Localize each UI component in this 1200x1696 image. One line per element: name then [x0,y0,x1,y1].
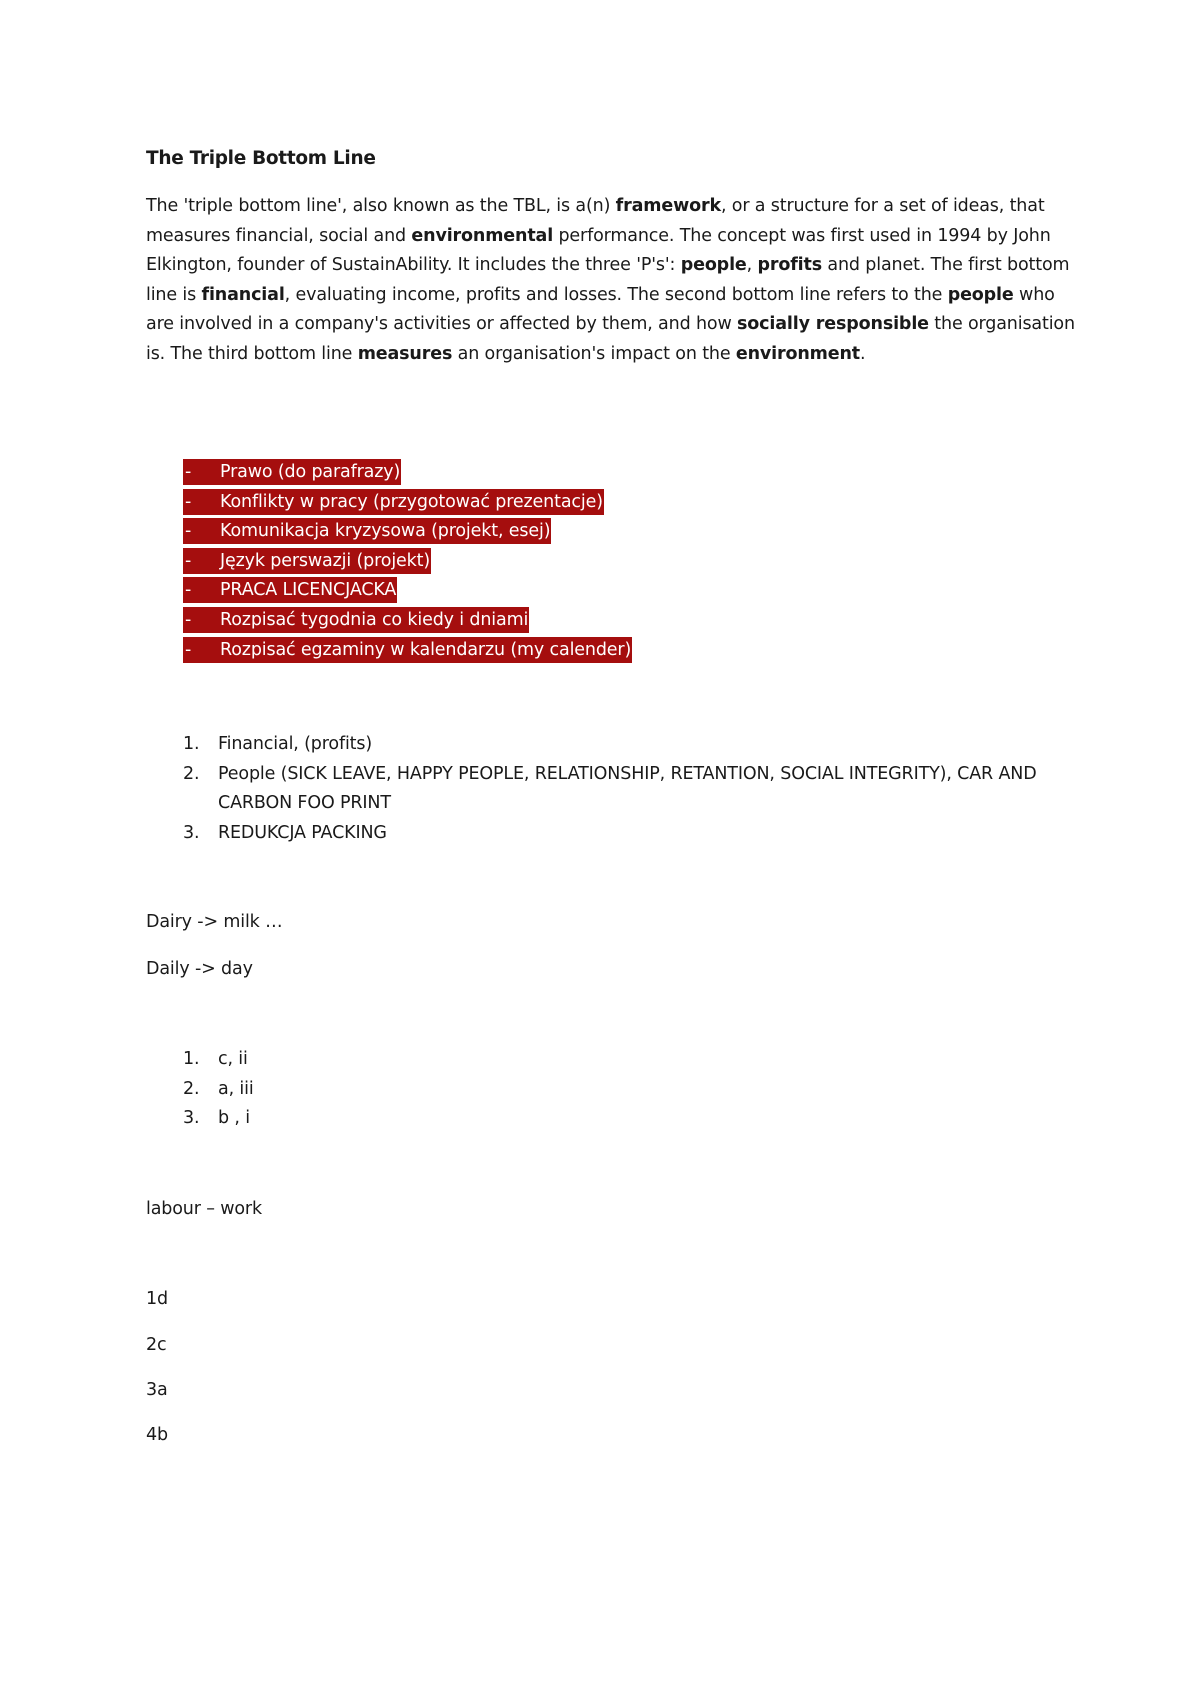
bold-term: environmental [411,225,554,246]
bold-term: people [680,255,747,276]
highlighted-text [183,518,551,544]
todo-item-label: Język perswazji (projekt) [220,550,431,571]
paragraph-text: an organisation's impact on the [452,343,736,364]
todo-item-label: Konflikty w pracy (przygotować prezentacje) [220,491,603,512]
bold-term: socially responsible [737,314,929,335]
bold-term: measures [357,343,453,364]
paragraph-text: . [860,343,866,364]
todo-item-label: Rozpisać tygodnia co kiedy i dniami [220,609,529,630]
intro-paragraph [146,192,1076,370]
list-number: 2. [183,1078,200,1099]
todo-item [183,576,632,606]
list-item-text: b , i [218,1108,250,1129]
paragraph-text: and planet. The first bottom line is [146,255,1070,305]
bullet-dash: - [185,491,192,512]
highlighted-text [183,637,632,663]
todo-item [183,547,632,577]
answer-3: 3a [146,1380,168,1400]
bullet-dash: - [185,521,192,542]
paragraph-text: The 'triple bottom line', also known as the TBL, is a(n) [146,196,616,216]
bold-term: financial [201,284,285,305]
matching-item [183,1075,254,1105]
list-item-text: a, iii [218,1078,254,1099]
answer-2: 2c [146,1335,167,1355]
list-item-text: People (SICK LEAVE, HAPPY PEOPLE, RELATIONSHIP, RETANTION, SOCIAL INTEGRITY), CAR AND CARBON FOO PRINT [218,763,1037,814]
todo-item [183,606,632,636]
list-number: 3. [183,822,200,843]
todo-item [183,517,632,547]
paragraph-text: , [746,255,758,276]
note-daily: Daily -> day [146,959,253,979]
highlighted-text [183,459,401,485]
paragraph-text: performance. The concept was first used in 1994 by John Elkington, founder of SustainAbility. It includes the three 'P's': [146,225,1051,276]
list-number: 2. [183,763,200,784]
list-item-text: Financial, (profits) [218,734,373,754]
list-number: 1. [183,734,200,754]
answer-4: 4b [146,1425,168,1445]
paragraph-text: , or a structure for a set of ideas, that measures financial, social and [146,196,1045,246]
bullet-dash: - [185,580,192,601]
todo-item-label: Prawo (do parafrazy) [220,462,401,482]
bold-term: environment [735,343,860,364]
highlighted-text [183,607,529,633]
document-title: The Triple Bottom Line [146,148,376,169]
list-item-text: REDUKCJA PACKING [218,822,387,843]
bottom-line-item [183,819,1068,849]
matching-item [183,1045,254,1075]
todo-item-label: PRACA LICENCJACKA [220,580,397,601]
highlighted-text [183,577,397,603]
bottom-line-item [183,760,1068,819]
bullet-dash: - [185,462,192,482]
todo-item-label: Rozpisać egzaminy w kalendarzu (my calender) [220,639,632,660]
list-number: 1. [183,1049,200,1069]
bullet-dash: - [185,609,192,630]
todo-list [183,458,632,665]
paragraph-text: the organisation is. The third bottom line [146,314,1075,364]
todo-item [183,636,632,666]
todo-item [183,488,632,518]
bold-term: framework [615,196,721,216]
matching-item [183,1104,254,1134]
highlighted-text [183,548,431,574]
highlighted-text [183,489,604,515]
list-item-text: c, ii [218,1049,248,1069]
bold-term: profits [757,255,822,276]
bottom-lines-list [183,730,1068,848]
todo-item [183,458,632,488]
bottom-line-item [183,730,1068,760]
note-labour: labour – work [146,1199,262,1219]
paragraph-text: , evaluating income, profits and losses. The second bottom line refers to the [284,284,948,305]
answer-1: 1d [146,1289,168,1309]
list-number: 3. [183,1108,200,1129]
bullet-dash: - [185,639,192,660]
bullet-dash: - [185,550,192,571]
matching-list [183,1045,254,1134]
paragraph-text: who are involved in a company's activities or affected by them, and how [146,284,1055,335]
todo-item-label: Komunikacja kryzysowa (projekt, esej) [220,521,551,542]
bold-term: people [947,284,1014,305]
note-dairy: Dairy -> milk … [146,912,283,932]
